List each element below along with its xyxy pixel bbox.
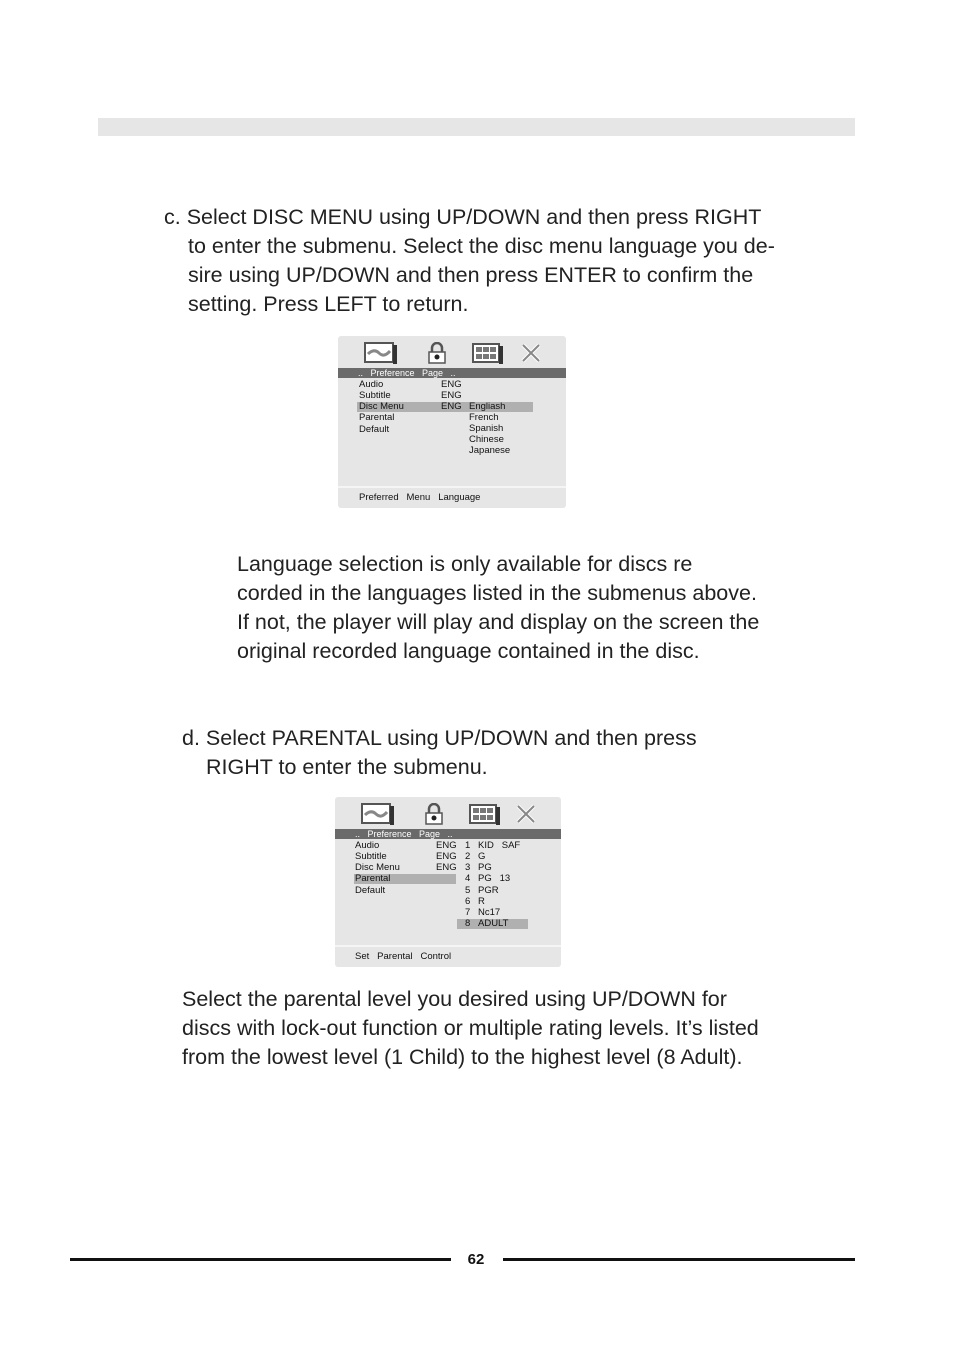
- menu-title: .. Preference Page ..: [358, 368, 456, 378]
- text-line: setting. Press LEFT to return.: [188, 292, 469, 316]
- text-line: If not, the player will play and display on the screen the: [237, 610, 760, 634]
- menu-item: Audio: [355, 840, 380, 851]
- menu-item: Parental: [359, 412, 395, 423]
- language-option: French: [469, 412, 499, 423]
- menu-value: ENG: [436, 840, 457, 851]
- text-line: discs with lock-out function or multiple rating levels. It’s listed: [182, 1016, 759, 1040]
- menu-item: Disc Menu: [355, 862, 400, 873]
- level-label: G: [478, 851, 486, 862]
- level-label: KID SAF: [478, 840, 521, 851]
- language-option: Japanese: [469, 445, 511, 456]
- menu-title-bar: [335, 829, 561, 839]
- text-line: from the lowest level (1 Child) to the highest level (8 Adult).: [182, 1045, 743, 1069]
- level-number: 1: [465, 840, 471, 851]
- text-line: corded in the languages listed in the submenus above.: [237, 581, 757, 605]
- text-line: Select the parental level you desired using UP/DOWN for: [182, 987, 727, 1011]
- text-line: sire using UP/DOWN and then press ENTER to confirm the: [188, 263, 754, 287]
- menu-value: ENG: [441, 401, 462, 412]
- menu-footer: Preferred Menu Language: [359, 492, 481, 503]
- level-label: R: [478, 896, 485, 907]
- menu-item: Default: [355, 885, 386, 896]
- menu-item: Subtitle: [359, 390, 391, 401]
- text-line: RIGHT to enter the submenu.: [206, 755, 488, 779]
- lock-icon: [426, 342, 448, 364]
- lock-icon: [423, 803, 445, 825]
- menu-title: .. Preference Page ..: [355, 829, 453, 839]
- level-label: PG 13: [478, 873, 511, 884]
- language-option-selected: Engliash: [469, 401, 506, 412]
- footer-divider: [338, 486, 566, 488]
- menu-icon-bar: [338, 336, 566, 369]
- language-option: Chinese: [469, 434, 504, 445]
- instruction-c: [164, 203, 775, 319]
- footer-divider: [335, 945, 561, 947]
- menu-footer: Set Parental Control: [355, 951, 452, 962]
- level-number: 5: [465, 885, 471, 896]
- menu-value: ENG: [436, 862, 457, 873]
- menu-title-bar: [338, 368, 566, 378]
- preference-grid-icon: [472, 342, 504, 364]
- level-number-selected: 8: [465, 918, 471, 929]
- menu-icon-bar: [335, 797, 561, 830]
- parental-level-description: [182, 985, 759, 1072]
- page-number: 62: [467, 1251, 485, 1268]
- language-note: [237, 550, 759, 666]
- instruction-d: [182, 724, 697, 782]
- level-number: 4: [465, 873, 471, 884]
- level-number: 7: [465, 907, 471, 918]
- text-line: c. Select DISC MENU using UP/DOWN and then press RIGHT: [164, 205, 762, 229]
- disc-menu-screenshot: [338, 336, 566, 508]
- text-line: Language selection is only available for discs re: [237, 552, 693, 576]
- menu-value: ENG: [441, 390, 462, 401]
- footer-rule-right: [503, 1258, 855, 1261]
- text-line: to enter the submenu. Select the disc menu language you de-: [188, 234, 775, 258]
- picture-icon: [361, 803, 395, 825]
- menu-item: Audio: [359, 379, 384, 390]
- level-label: PG: [478, 862, 492, 873]
- menu-item: Default: [359, 424, 390, 435]
- menu-value: ENG: [436, 851, 457, 862]
- close-icon: [520, 342, 542, 364]
- level-label: PGR: [478, 885, 499, 896]
- close-icon: [515, 803, 537, 825]
- menu-value: ENG: [441, 379, 462, 390]
- picture-icon: [364, 342, 398, 364]
- preference-grid-icon: [469, 803, 501, 825]
- text-line: d. Select PARENTAL using UP/DOWN and then press: [182, 726, 697, 750]
- level-number: 2: [465, 851, 471, 862]
- parental-menu-screenshot: [335, 797, 561, 967]
- footer-rule-left: [70, 1258, 451, 1261]
- level-label-selected: ADULT: [478, 918, 509, 929]
- level-number: 6: [465, 896, 471, 907]
- level-label: Nc17: [478, 907, 501, 918]
- menu-item: Subtitle: [355, 851, 387, 862]
- header-bar: [98, 118, 855, 136]
- language-option: Spanish: [469, 423, 504, 434]
- menu-item-selected: Disc Menu: [359, 401, 404, 412]
- text-line: original recorded language contained in the disc.: [237, 639, 700, 663]
- menu-item-selected: Parental: [355, 873, 391, 884]
- level-number: 3: [465, 862, 471, 873]
